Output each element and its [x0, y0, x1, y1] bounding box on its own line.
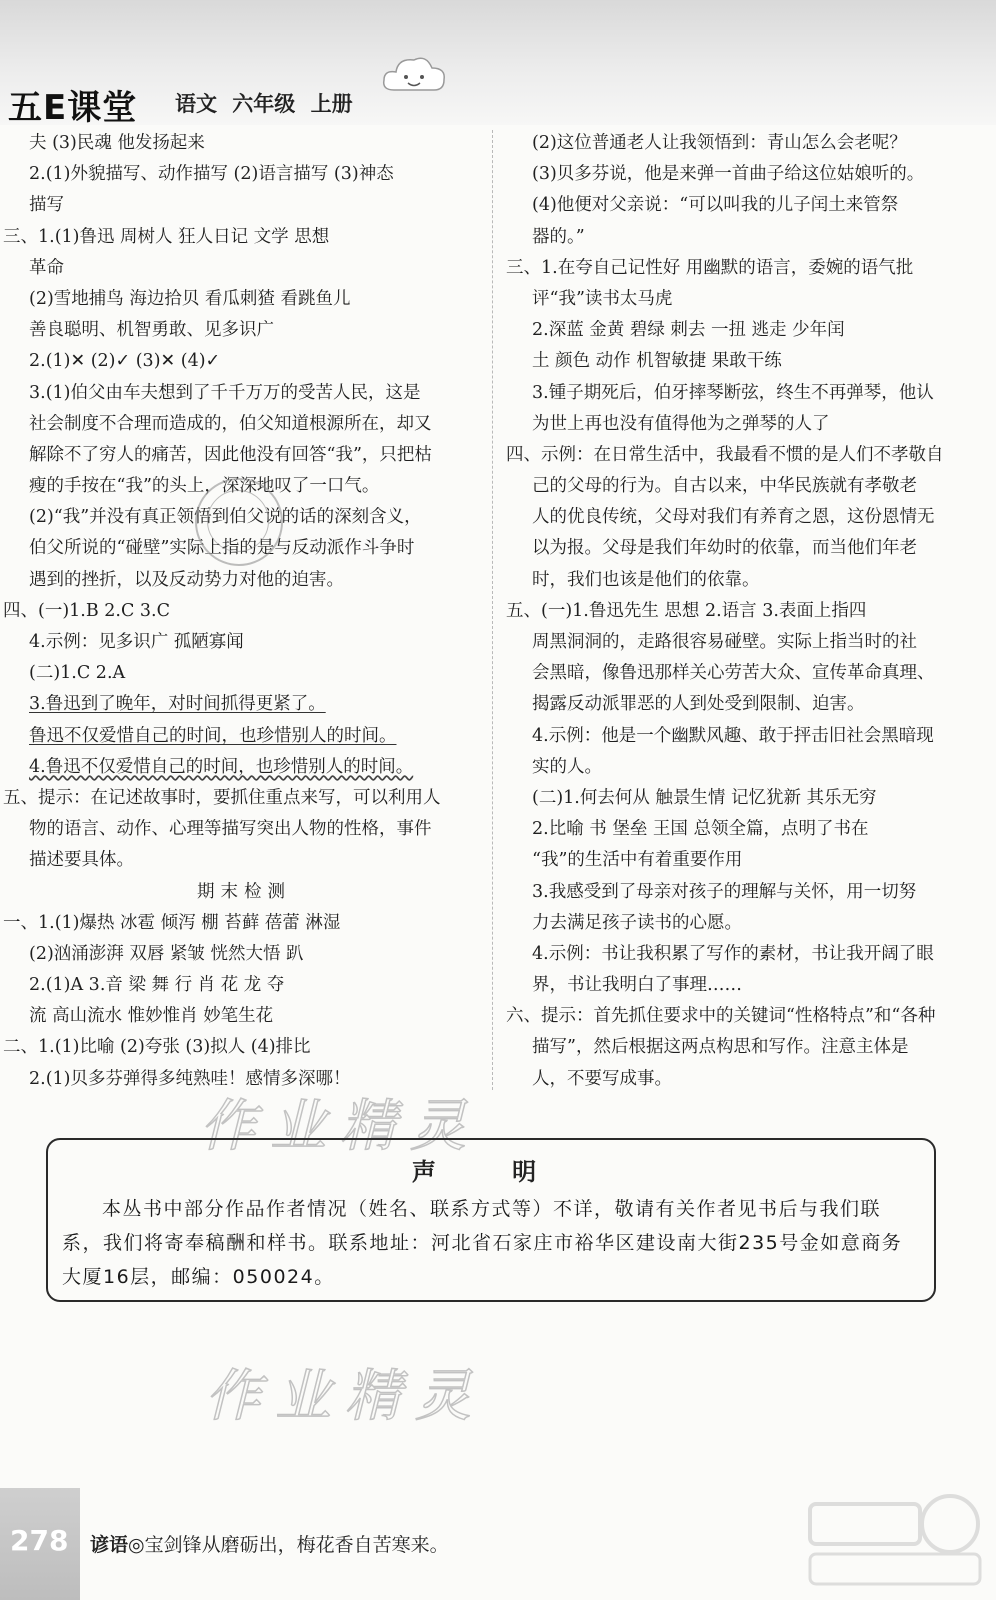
answer-line-text: 3.我感受到了母亲对孩子的理解与关怀，用一切努 [532, 881, 917, 902]
answer-line [3, 752, 485, 783]
answer-line-text: 2.(1)✕ (2)✓ (3)✕ (4)✓ [29, 351, 221, 372]
answer-line-text: (二)1.何去何从 触景生情 记忆犹新 其乐无穷 [532, 787, 877, 808]
answer-line [506, 378, 984, 409]
answer-line [506, 346, 984, 377]
answer-line-text: (3)贝多芬说，他是来弹一首曲子给这位姑娘听的。 [532, 164, 925, 185]
answer-line-text: 4.示例：他是一个幽默风趣、敢于抨击旧社会黑暗现 [532, 725, 934, 746]
right-answer-column [506, 128, 984, 1095]
answer-line-text: 2.(1)外貌描写、动作描写 (2)语言描写 (3)神态 [29, 164, 394, 185]
answer-line-text: (2)汹涌澎湃 双唇 紧皱 恍然大悟 趴 [29, 943, 304, 964]
answer-line-text: 流 高山流水 惟妙惟肖 妙笔生花 [29, 1006, 274, 1027]
corner-logo-icon [790, 1484, 990, 1594]
answer-line-text: 三、1.在夸自己记性好 用幽默的语言，委婉的语气批 [506, 257, 914, 278]
answer-line [3, 159, 485, 190]
answer-line-text: 伯父所说的“碰壁”实际上指的是与反动派作斗争时 [29, 538, 415, 559]
answer-line [3, 939, 485, 970]
answer-line-text: 土 颜色 动作 机智敏捷 果敢干练 [532, 351, 782, 372]
answer-line [506, 658, 984, 689]
answer-line [3, 658, 485, 689]
answer-line-text: 4.示例：见多识广 孤陋寡闻 [29, 632, 244, 652]
answer-line-text: 社会制度不合理而造成的，伯父知道根源所在，却又 [29, 413, 432, 434]
answer-line-text: 遇到的挫折，以及反动势力对他的迫害。 [29, 569, 344, 590]
answer-line [3, 1032, 485, 1063]
answer-line [3, 378, 485, 409]
answer-line [3, 565, 485, 596]
answer-line-text: 二、1.(1)比喻 (2)夸张 (3)拟人 (4)排比 [3, 1037, 311, 1058]
answer-line [506, 845, 984, 876]
answer-line-text: 实的人。 [532, 756, 602, 777]
answer-line [506, 627, 984, 658]
subject-title: 语文 六年级 上册 [175, 92, 353, 116]
answer-line-text: (2)“我”并没有真正领悟到伯父说的话的深刻含义， [29, 507, 422, 528]
answer-line [506, 970, 984, 1001]
answer-line [3, 222, 485, 253]
answer-line [506, 689, 984, 720]
answer-line-text: 3.锺子期死后，伯牙摔琴断弦，终生不再弹琴，他认 [532, 382, 934, 403]
answer-line-text: 为世上再也没有值得他为之弹琴的人了 [532, 413, 830, 434]
answer-line-text: 周黑洞洞的，走路很容易碰壁。实际上指当时的社 [532, 632, 917, 652]
answer-line-text: 鲁迅不仅爱惜自己的时间，也珍惜别人的时间。 [29, 725, 397, 746]
brand-logo: 五E课堂 [8, 88, 138, 128]
answer-line-text: (2)这位普通老人让我领悟到：青山怎么会老呢？ [532, 133, 907, 153]
answer-line [506, 721, 984, 752]
answer-line [506, 253, 984, 284]
page-number: 278 [10, 1524, 69, 1557]
answer-line-text: 夫 (3)民魂 他发扬起来 [29, 133, 205, 153]
answer-line-text: 善良聪明、机智勇敢、见多识广 [29, 320, 274, 341]
answer-line-text: (2)雪地捕鸟 海边拾贝 看瓜刺猹 看跳鱼儿 [29, 288, 351, 309]
answer-line-text: 描写”，然后根据这两点构思和写作。注意主体是 [532, 1037, 909, 1058]
answer-line-text: 三、1.(1)鲁迅 周树人 狂人日记 文学 思想 [3, 226, 330, 247]
answer-line [506, 502, 984, 533]
answer-line [3, 689, 485, 720]
answer-line [3, 627, 485, 658]
column-divider [492, 130, 493, 1090]
answer-line [3, 409, 485, 440]
notice-box [46, 1138, 936, 1302]
answer-line [3, 128, 485, 159]
answer-line [506, 222, 984, 253]
answer-line [506, 159, 984, 190]
answer-line [3, 284, 485, 315]
answer-line [506, 1001, 984, 1032]
answer-line-text: 以为报。父母是我们年幼时的依靠，而当他们年老 [532, 538, 917, 559]
notice-title: 声 明 [411, 1158, 571, 1186]
answer-line-text: 时，我们也该是他们的依靠。 [532, 569, 760, 590]
answer-line [506, 783, 984, 814]
answer-line-text: 四、示例：在日常生活中，我最看不惯的是人们不孝敬自 [506, 444, 944, 465]
answer-line [506, 284, 984, 315]
answer-line [3, 1001, 485, 1032]
answer-line [506, 877, 984, 908]
answer-line-text: 六、提示：首先抓住要求中的关键词“性格特点”和“各种 [506, 1006, 936, 1027]
answer-line-text: 揭露反动派罪恶的人到处受到限制、迫害。 [532, 694, 865, 715]
proverb-label: 谚语 [90, 1534, 129, 1556]
answer-line-text: 人，不要写成事。 [532, 1068, 672, 1089]
answer-line [3, 783, 485, 814]
answer-line-text: 物的语言、动作、心理等描写突出人物的性格，事件 [29, 819, 432, 840]
answer-line-text: 4.鲁迅不仅爱惜自己的时间，也珍惜别人的时间。 [29, 756, 414, 777]
answer-line-text: 器的。” [532, 226, 585, 247]
answer-line [3, 440, 485, 471]
answer-line-text: 3.(1)伯父由车夫想到了千千万万的受苦人民，这是 [29, 382, 421, 403]
answer-line-text: 期末检测 [197, 881, 291, 902]
answer-line-text: 评“我”读书太马虎 [532, 288, 673, 309]
answer-line [3, 877, 485, 908]
stamp-mark [195, 478, 283, 566]
answer-line-text: 2.(1)贝多芬弹得多纯熟哇！感情多深哪！ [29, 1068, 351, 1089]
proverb [90, 1530, 449, 1557]
answer-line [3, 315, 485, 346]
answer-line [506, 908, 984, 939]
answer-line [506, 440, 984, 471]
answer-line [3, 596, 485, 627]
answer-line [506, 814, 984, 845]
answer-line-text: 解除不了穷人的痛苦，因此他没有回答“我”，只把枯 [29, 444, 432, 465]
watermark-top: 作业精灵 [200, 1094, 480, 1159]
answer-line [3, 814, 485, 845]
answer-line [506, 315, 984, 346]
cloud-icon [380, 50, 450, 100]
answer-line [506, 939, 984, 970]
answer-line [506, 409, 984, 440]
answer-line-text: (4)他便对父亲说：“可以叫我的儿子闰土来管祭 [532, 195, 899, 216]
answer-line [3, 190, 485, 221]
answer-line-text: 会黑暗，像鲁迅那样关心劳苦大众、宣传革命真理、 [532, 663, 935, 684]
answer-line-text: 瘦的手按在“我”的头上，深深地叹了一口气。 [29, 476, 380, 497]
page-header [0, 0, 996, 128]
watermark-bottom: 作业精灵 [205, 1364, 485, 1429]
answer-line-text: 一、1.(1)爆热 冰雹 倾泻 棚 苔藓 蓓蕾 淋湿 [3, 912, 341, 933]
answer-line-text: 革命 [29, 257, 64, 278]
answer-line [506, 596, 984, 627]
answer-line-text: 界，书让我明白了事理…… [532, 975, 742, 996]
answer-line [3, 253, 485, 284]
answer-line-text: 四、(一)1.B 2.C 3.C [3, 600, 171, 621]
answer-line [3, 908, 485, 939]
left-answer-column [3, 128, 485, 1095]
answer-line [506, 533, 984, 564]
answer-line-text: 力去满足孩子读书的心愿。 [532, 912, 742, 933]
answer-line-text: (二)1.C 2.A [29, 663, 126, 684]
answer-line [506, 471, 984, 502]
answer-line [506, 752, 984, 783]
answer-line [506, 1064, 984, 1095]
answer-line [3, 721, 485, 752]
answer-line-text: 4.示例：书让我积累了写作的素材，书让我开阔了眼 [532, 943, 934, 964]
answer-line [506, 565, 984, 596]
answer-line [3, 970, 485, 1001]
answer-line [506, 128, 984, 159]
answer-line-text: 己的父母的行为。自古以来，中华民族就有孝敬老 [532, 476, 917, 497]
answer-line-text: 五、提示：在记述故事时，要抓住重点来写，可以利用人 [3, 787, 441, 808]
answer-line-text: 2.比喻 书 堡垒 王国 总领全篇，点明了书在 [532, 819, 869, 840]
answer-line-text: 描写 [29, 195, 64, 216]
proverb-text: ◎宝剑锋从磨砺出，梅花香自苦寒来。 [128, 1534, 449, 1556]
answer-line [3, 346, 485, 377]
answer-line-text: 描述要具体。 [29, 850, 134, 871]
answer-line-text: 3.鲁迅到了晚年，对时间抓得更紧了。 [29, 694, 326, 715]
answer-line-text: 2.深蓝 金黄 碧绿 刺去 一扭 逃走 少年闰 [532, 320, 845, 341]
answer-line [506, 1032, 984, 1063]
notice-body: 本丛书中部分作品作者情况（姓名、联系方式等）不详，敬请有关作者见书后与我们联系，我们将寄奉稿酬和样书。联系地址：河北省石家庄市裕华区建设南大街235号金如意商务大厦16层，邮编：050024。 [62, 1198, 903, 1288]
answer-line-text: 人的优良传统，父母对我们有养育之恩，这份恩情无 [532, 507, 935, 528]
answer-line-text: “我”的生活中有着重要作用 [532, 850, 743, 871]
answer-line-text: 2.(1)A 3.音 梁 舞 行 肖 花 龙 夺 [29, 975, 285, 996]
answer-line-text: 五、(一)1.鲁迅先生 思想 2.语言 3.表面上指四 [506, 600, 867, 621]
answer-line [3, 845, 485, 876]
answer-line [506, 190, 984, 221]
